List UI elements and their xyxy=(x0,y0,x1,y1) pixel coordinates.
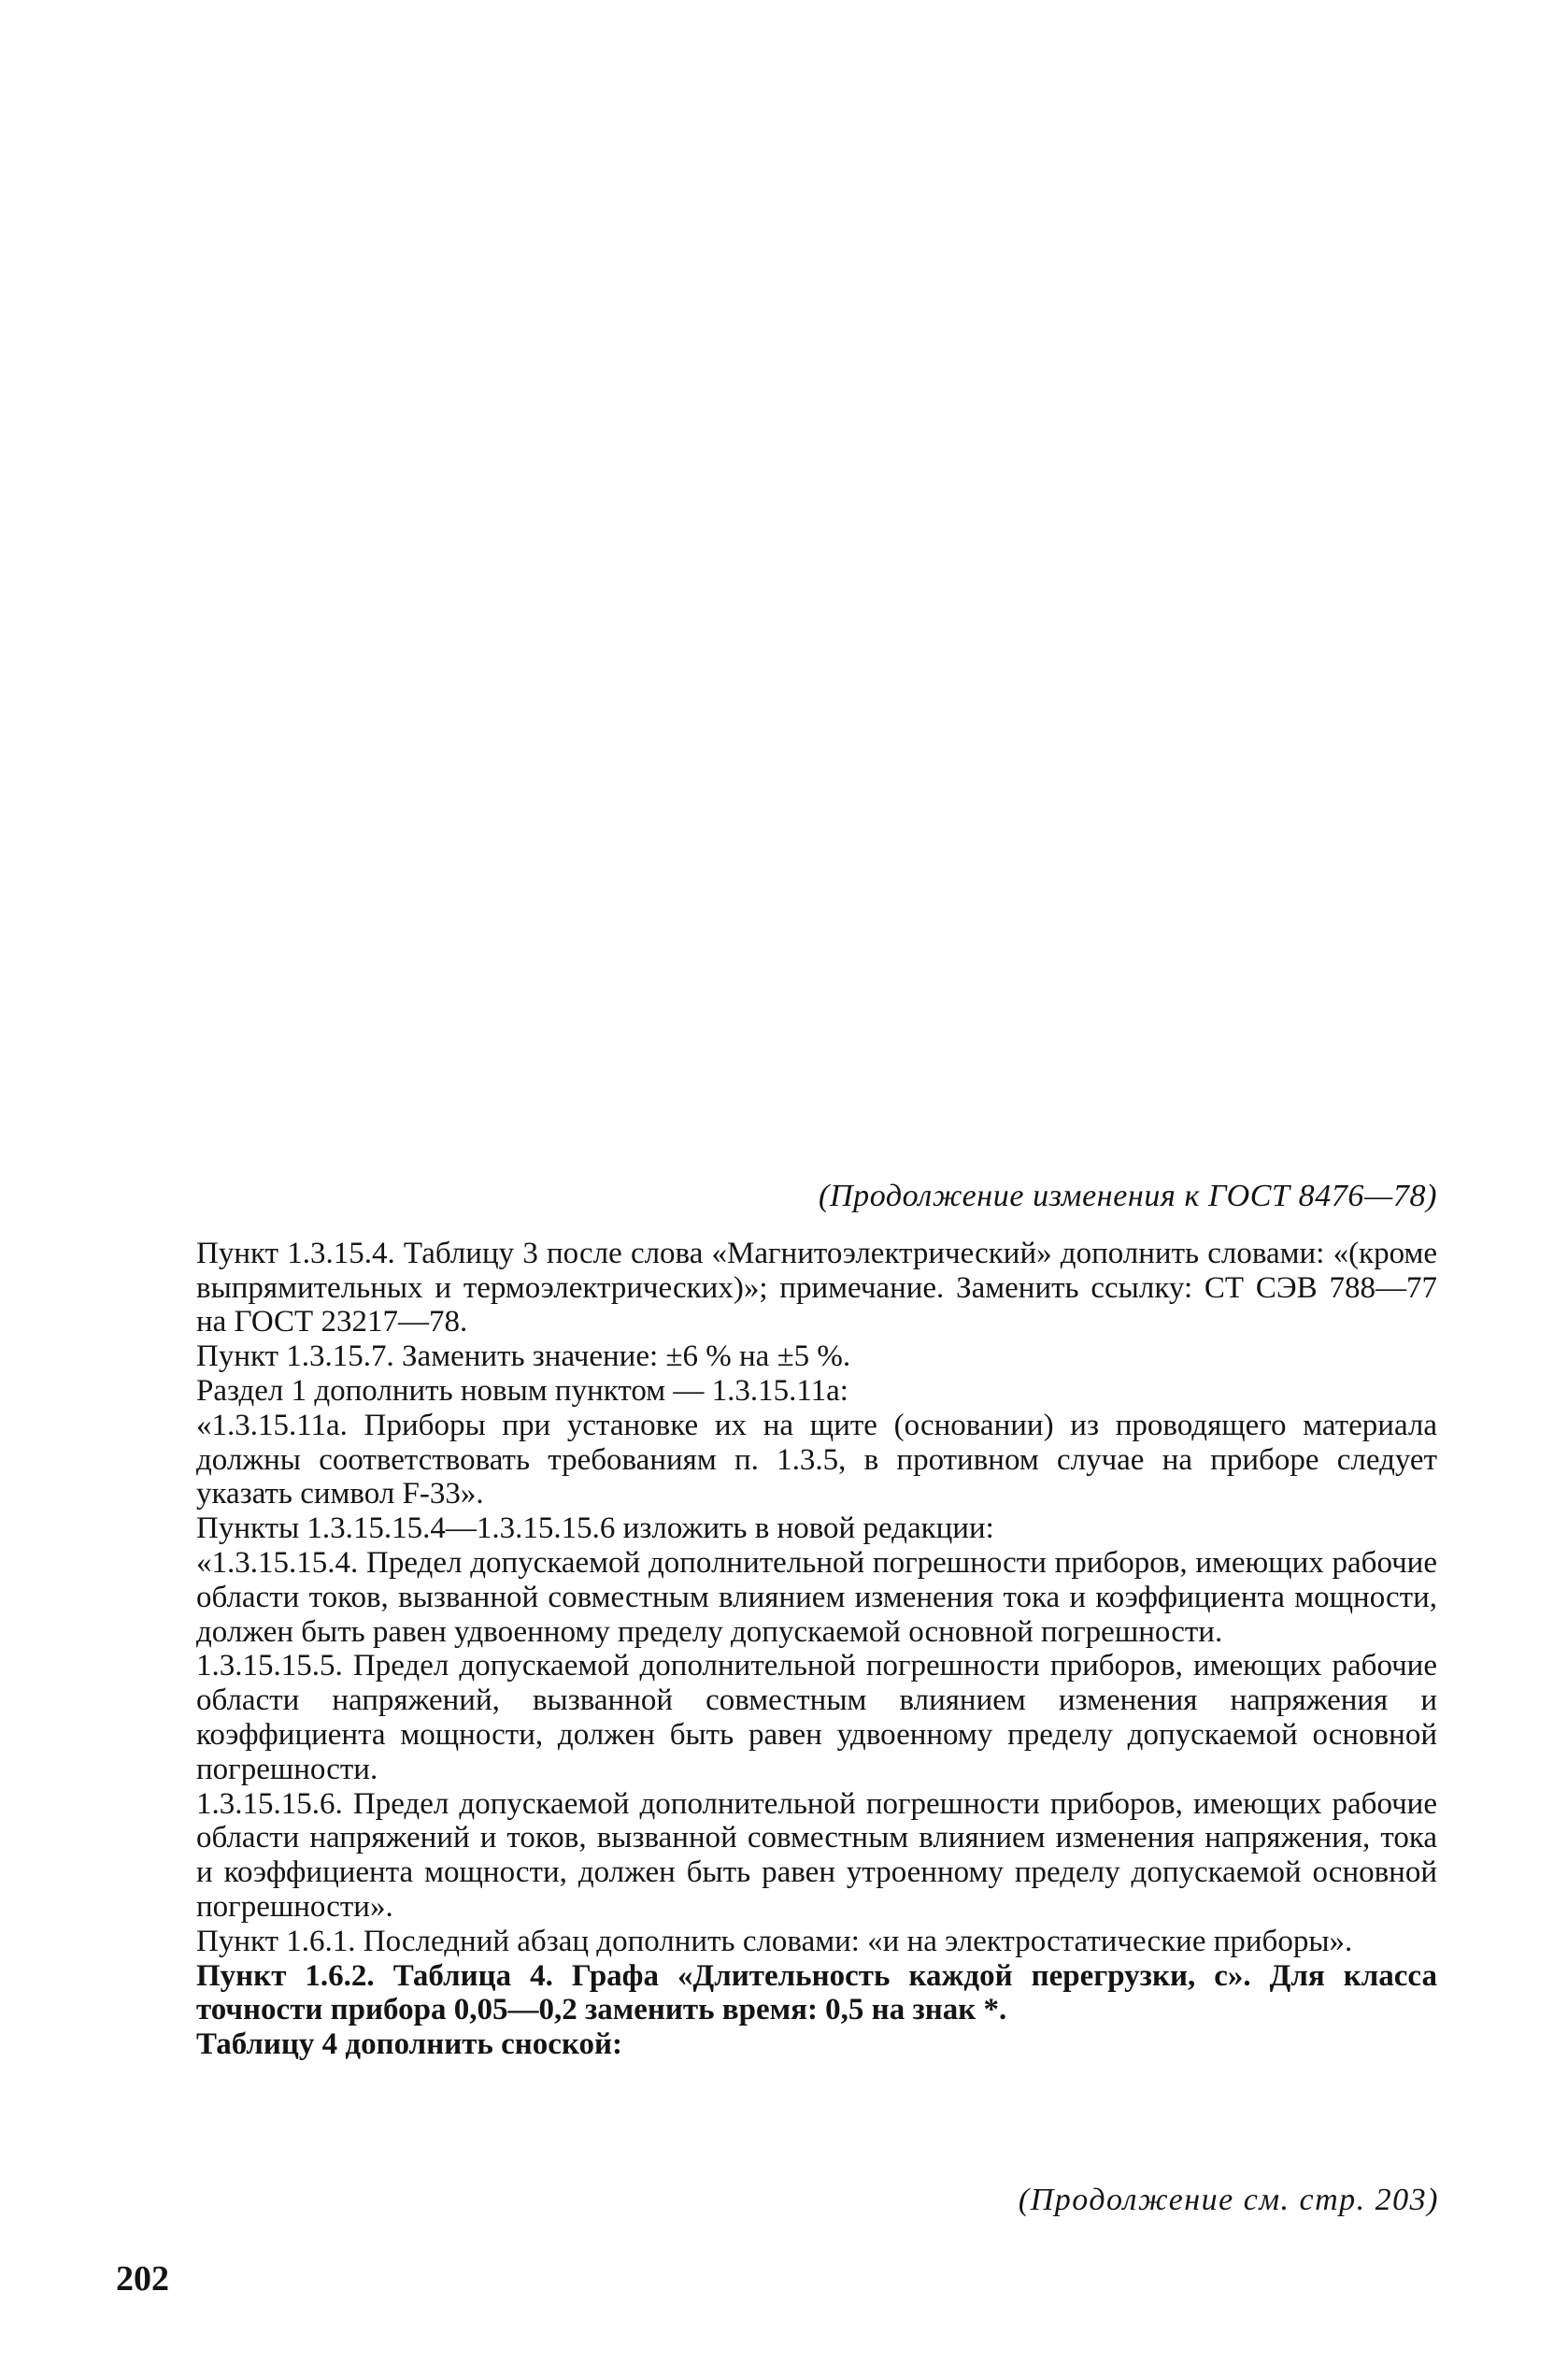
paragraph-4: «1.3.15.11а. Приборы при установке их на щите (основании) из проводящего материала должны соответствовать требованиям п. 1.3.5, в противном случае на приборе следует указать символ F-33». xyxy=(196,1408,1437,1511)
paragraph-10: Пункт 1.6.2. Таблица 4. Графа «Длительность каждой перегрузки, с». Для класса точности прибора 0,05—0,2 заменить время: 0,5 на знак *. xyxy=(196,1958,1437,2027)
paragraph-7: 1.3.15.15.5. Предел допускаемой дополнительной погрешности приборов, имеющих рабочие области напряжений, вызванной совместным влиянием изменения напряжения и коэффициента мощности, должен быть равен удвоенному пределу допускаемой основной погрешности. xyxy=(196,1649,1437,1786)
continuation-header: (Продолжение изменения к ГОСТ 8476—78) xyxy=(819,1179,1437,1213)
paragraph-6: «1.3.15.15.4. Предел допускаемой дополнительной погрешности приборов, имеющих рабочие области токов, вызванной совместным влиянием изменения тока и коэффициента мощности, должен быть равен удвоенному пределу допускаемой основной погрешности. xyxy=(196,1545,1437,1649)
paragraph-3: Раздел 1 дополнить новым пунктом — 1.3.15.11а: xyxy=(196,1373,848,1408)
paragraph-1: Пункт 1.3.15.4. Таблицу 3 после слова «Магнитоэлектрический» дополнить словами: «(кроме выпрямительных и термоэлектрических)»; примечание. Заменить ссылку: СТ СЭВ 788—77 на ГОСТ 23217—78. xyxy=(196,1236,1437,1339)
page-number: 202 xyxy=(116,2259,169,2299)
paragraph-2: Пункт 1.3.15.7. Заменить значение: ±6 % на ±5 %. xyxy=(196,1339,851,1374)
paragraph-8: 1.3.15.15.6. Предел допускаемой дополнительной погрешности приборов, имеющих рабочие области напряжений и токов, вызванной совместным влиянием изменения напряжения, тока и коэффициента мощности, должен быть равен утроенному пределу допускаемой основной погрешности». xyxy=(196,1786,1437,1924)
paragraph-5: Пункты 1.3.15.15.4—1.3.15.15.6 изложить в новой редакции: xyxy=(196,1511,994,1546)
paragraph-11: Таблицу 4 дополнить сноской: xyxy=(196,2027,623,2062)
document-body xyxy=(196,1180,1437,2062)
paragraph-9: Пункт 1.6.1. Последний абзац дополнить словами: «и на электростатические приборы». xyxy=(196,1924,1353,1958)
continuation-footer: (Продолжение см. стр. 203) xyxy=(1018,2183,1439,2217)
